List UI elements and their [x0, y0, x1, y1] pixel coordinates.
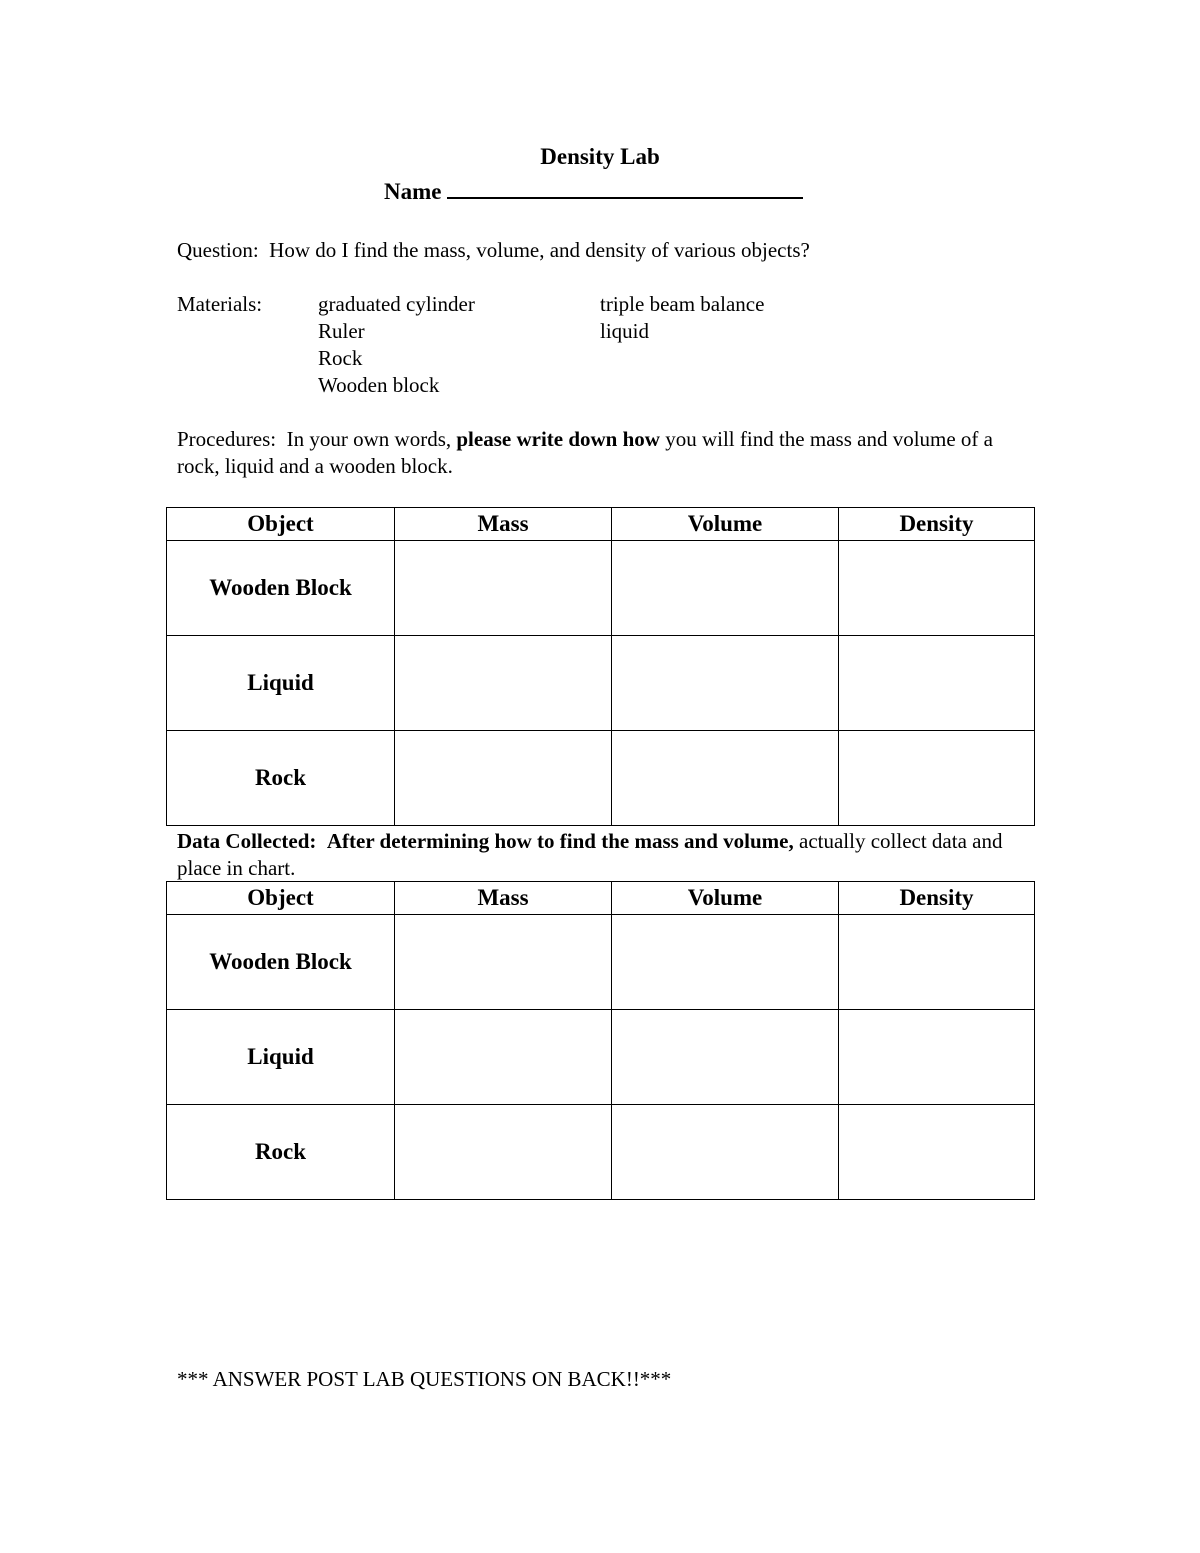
name-field: [384, 177, 803, 205]
table-header-row: [167, 882, 1035, 915]
volume-cell[interactable]: [612, 1010, 839, 1105]
row-label-liquid: Liquid: [167, 1010, 395, 1105]
row-label-rock: Rock: [167, 1105, 395, 1200]
density-cell[interactable]: [839, 541, 1035, 636]
table-header-row: [167, 508, 1035, 541]
procedures-label: Procedures:: [177, 427, 277, 451]
data-collected-label: Data Collected:: [177, 829, 317, 853]
material-item: Rock: [318, 346, 363, 370]
materials-column-1: [318, 291, 475, 399]
density-cell[interactable]: [839, 1010, 1035, 1105]
material-item: Wooden block: [318, 373, 440, 397]
density-cell[interactable]: [839, 731, 1035, 826]
table-row: [167, 541, 1035, 636]
page-title: Density Lab: [540, 144, 660, 169]
mass-cell[interactable]: [395, 1010, 612, 1105]
table-row: [167, 731, 1035, 826]
density-cell[interactable]: [839, 915, 1035, 1010]
name-blank-line[interactable]: [447, 177, 803, 199]
procedures-table: [166, 507, 1035, 826]
table-row: [167, 1105, 1035, 1200]
volume-cell[interactable]: [612, 915, 839, 1010]
materials-label: Materials:: [177, 292, 263, 316]
row-label-liquid: Liquid: [167, 636, 395, 731]
row-label-wooden-block: Wooden Block: [167, 915, 395, 1010]
material-item: triple beam balance: [600, 292, 765, 316]
header-object: Object: [167, 882, 395, 915]
question-label: Question:: [177, 238, 259, 262]
table-row: [167, 636, 1035, 731]
volume-cell[interactable]: [612, 541, 839, 636]
data-collected-bold-text: After determining how to find the mass and volume,: [326, 829, 794, 853]
procedures-text-after: you will find the mass and volume of a rock, liquid and a wooden block.: [177, 427, 993, 478]
volume-cell[interactable]: [612, 1105, 839, 1200]
footer-note: *** ANSWER POST LAB QUESTIONS ON BACK!!***: [177, 1367, 672, 1391]
name-label: Name: [384, 179, 442, 204]
material-item: graduated cylinder: [318, 292, 475, 316]
procedures-bold-text: please write down how: [456, 427, 660, 451]
mass-cell[interactable]: [395, 636, 612, 731]
header-density: Density: [839, 882, 1035, 915]
table-row: [167, 915, 1035, 1010]
header-volume: Volume: [612, 882, 839, 915]
question-line: [177, 237, 810, 264]
mass-cell[interactable]: [395, 1105, 612, 1200]
table-row: [167, 1010, 1035, 1105]
mass-cell[interactable]: [395, 731, 612, 826]
question-text: How do I find the mass, volume, and density of various objects?: [269, 238, 810, 262]
header-object: Object: [167, 508, 395, 541]
row-label-rock: Rock: [167, 731, 395, 826]
materials-column-2: [600, 291, 764, 345]
density-cell[interactable]: [839, 636, 1035, 731]
header-mass: Mass: [395, 508, 612, 541]
density-cell[interactable]: [839, 1105, 1035, 1200]
row-label-wooden-block: Wooden Block: [167, 541, 395, 636]
volume-cell[interactable]: [612, 636, 839, 731]
mass-cell[interactable]: [395, 541, 612, 636]
mass-cell[interactable]: [395, 915, 612, 1010]
header-volume: Volume: [612, 508, 839, 541]
procedures-paragraph: [177, 426, 1007, 480]
header-mass: Mass: [395, 882, 612, 915]
header-density: Density: [839, 508, 1035, 541]
procedures-text-before: In your own words,: [286, 427, 452, 451]
material-item: Ruler: [318, 319, 365, 343]
material-item: liquid: [600, 319, 650, 343]
data-collected-table: [166, 881, 1035, 1200]
data-collected-text-after: actually collect data and place in chart.: [177, 829, 1003, 880]
data-collected-paragraph: [177, 828, 1037, 882]
volume-cell[interactable]: [612, 731, 839, 826]
